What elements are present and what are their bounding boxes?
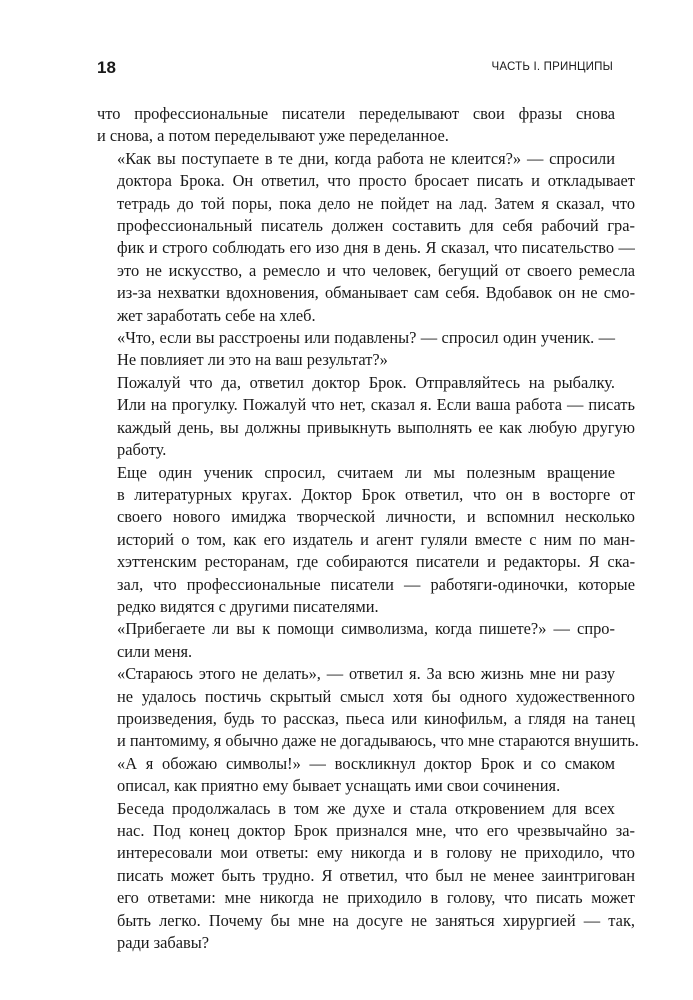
text-line: доктора Брока. Он ответил, что просто бросает писать и откладывает xyxy=(117,171,635,191)
text-line: это не искусство, а ремесло и что человек, бегущий от своего ремесла xyxy=(117,260,636,280)
paragraph xyxy=(97,798,636,955)
body-text xyxy=(97,103,639,954)
text-line: сили меня. xyxy=(117,641,193,661)
text-line: Беседа продолжалась в том же духе и стала откровением для всех xyxy=(117,798,615,818)
text-line: его ответами: мне никогда не приходило в голову, что писать может xyxy=(117,888,635,908)
text-line: «Стараюсь этого не делать», — ответил я. За всю жизнь мне ни разу xyxy=(117,664,616,684)
text-line: своего нового имиджа творческой личности, и вспомнил несколько xyxy=(117,507,636,527)
text-line: жет заработать себе на хлеб. xyxy=(117,305,316,325)
text-line: в литературных кругах. Доктор Брок ответил, что он в восторге от xyxy=(117,484,635,504)
running-head: ЧАСТЬ I. ПРИНЦИПЫ xyxy=(491,61,613,73)
text-line: интересовали мои ответы: ему никогда и в голову не приходило, что xyxy=(117,843,635,863)
text-line: Еще один ученик спросил, считаем ли мы полезным вращение xyxy=(117,462,615,482)
text-line: «Что, если вы расстроены или подавлены? — спросил один ученик. — xyxy=(117,328,616,348)
text-line: Не повлияет ли это на ваш результат?» xyxy=(117,350,388,370)
text-line: историй о том, как его издатель и агент гуляли вместе с ним по ман- xyxy=(117,529,636,549)
text-line: произведения, будь то рассказ, пьеса или кинофильм, а глядя на танец xyxy=(117,708,635,728)
text-line: быть легко. Почему бы мне на досуге не заняться хирургией — так, xyxy=(117,910,636,930)
text-line: Пожалуй что да, ответил доктор Брок. Отправляйтесь на рыбалку. xyxy=(117,372,615,392)
text-line: профессиональный писатель должен составить для себя рабочий гра- xyxy=(117,216,635,236)
paragraph xyxy=(97,327,615,372)
text-line: редко видятся с другими писателями. xyxy=(117,596,379,616)
text-line: Или на прогулку. Пожалуй что нет, сказал я. Если ваша работа — писать xyxy=(117,395,635,415)
paragraph xyxy=(97,753,615,798)
page-header xyxy=(97,58,613,80)
paragraph xyxy=(97,372,635,462)
text-line: писать может быть трудно. Я ответил, что был не менее заинтригован xyxy=(117,865,636,885)
paragraph xyxy=(97,103,615,148)
text-line: нас. Под конец доктор Брок признался мне, что его чрезвычайно за- xyxy=(117,821,636,840)
text-line: работу. xyxy=(117,440,167,460)
text-line: не удалось постичь скрытый смысл хотя бы одного художественного xyxy=(117,686,635,706)
paragraph xyxy=(97,462,636,619)
text-line: и пантомиму, я обычно даже не догадываюсь, что мне стараются внушить. xyxy=(117,731,639,751)
text-line: описал, как приятно ему бывает уснащать ими свои сочинения. xyxy=(117,776,561,796)
paragraph xyxy=(97,618,615,663)
page-number: 18 xyxy=(97,58,116,77)
text-line: и снова, а потом переделывают уже переделанное. xyxy=(97,126,449,146)
text-line: ради забавы? xyxy=(117,933,210,953)
text-line: хэттенским ресторанам, где собираются писатели и редакторы. Я ска- xyxy=(117,552,636,572)
text-line: фик и строго соблюдать его изо дня в день. Я сказал, что писательство — xyxy=(117,238,635,258)
text-line: тетрадь до той поры, пока дело не пойдет на лад. Затем я сказал, что xyxy=(117,193,636,213)
text-line: из-за нехватки вдохновения, обманывает сам себя. Вдобавок он не смо- xyxy=(117,283,636,303)
text-line: «Как вы поступаете в те дни, когда работа не клеится?» — спросили xyxy=(117,148,615,168)
text-line: «Прибегаете ли вы к помощи символизма, когда пишете?» — спро- xyxy=(117,619,615,639)
text-line: что профессиональные писатели переделывают свои фразы снова xyxy=(97,104,616,123)
paragraph xyxy=(97,148,636,327)
paragraph xyxy=(97,663,639,753)
text-line: зал, что профессиональные писатели — работяги-одиночки, которые xyxy=(117,574,635,594)
text-line: «А я обожаю символы!» — воскликнул доктор Брок и со смаком xyxy=(117,753,616,773)
text-line: каждый день, вы должны привыкнуть выполнять ее как любую другую xyxy=(117,417,635,437)
